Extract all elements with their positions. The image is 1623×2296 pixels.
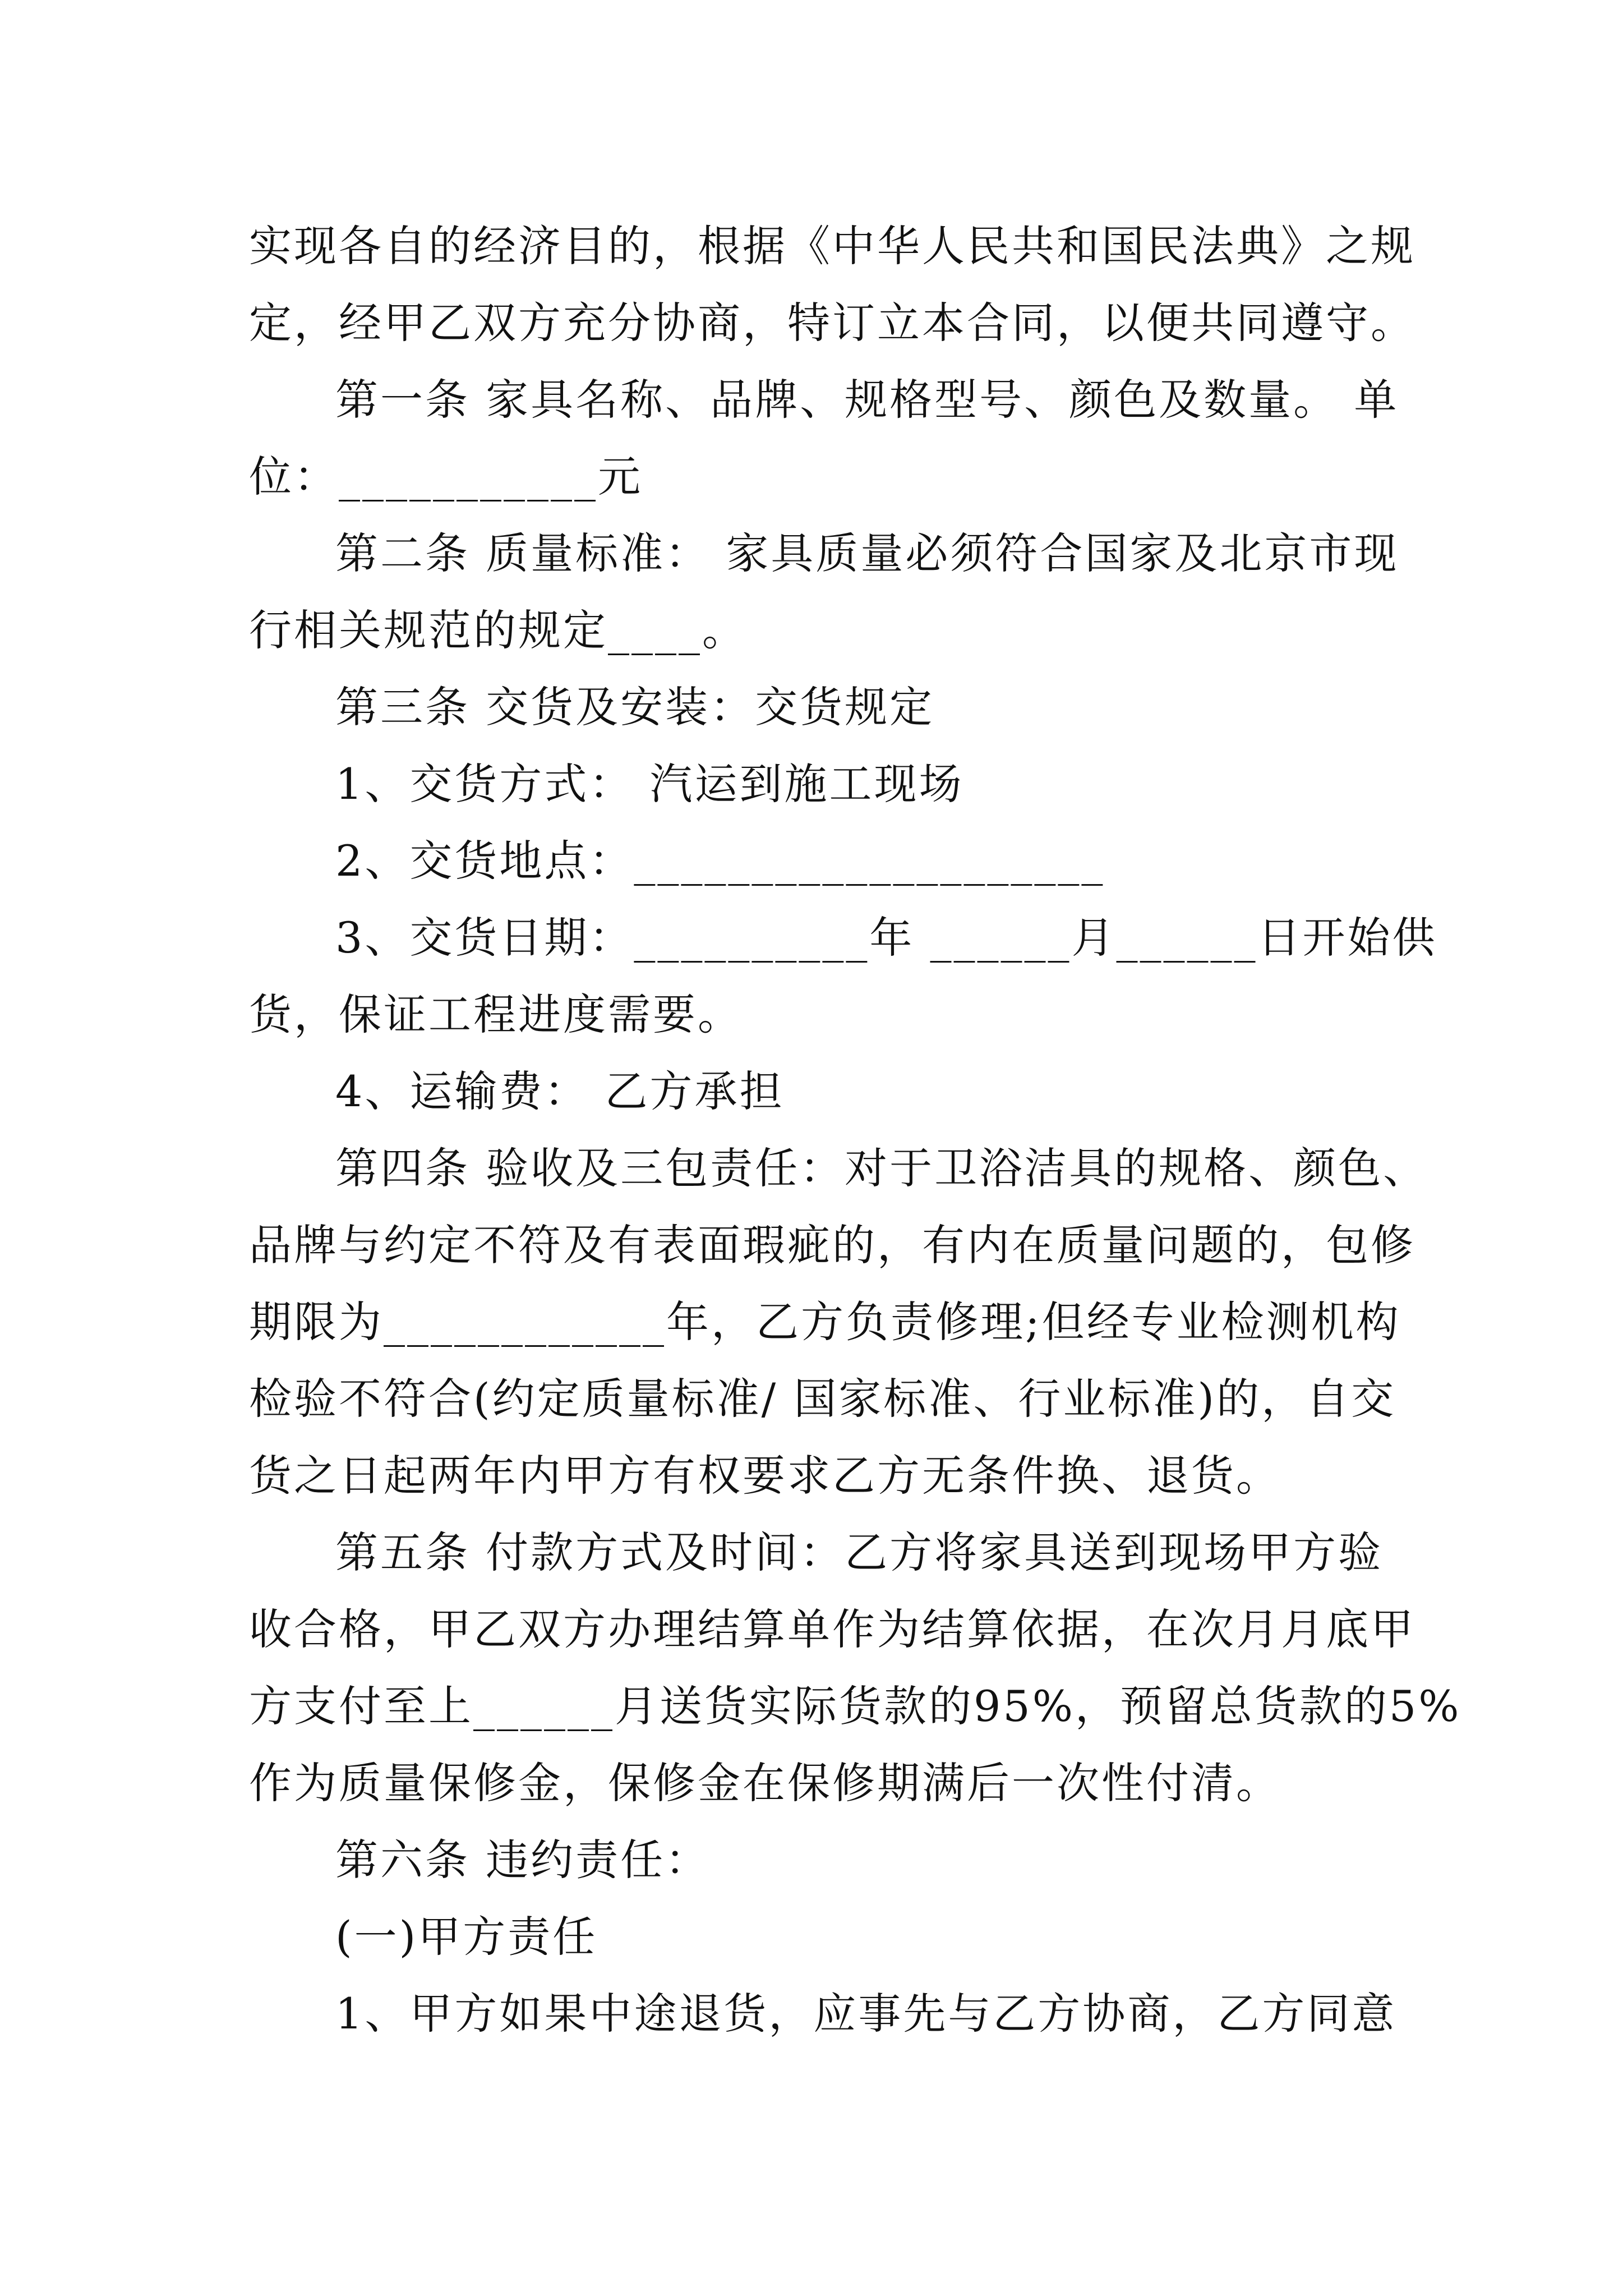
document-line: 定，经甲乙双方充分协商，特订立本合同，以便共同遵守。 [249,298,1415,348]
document-line: 作为质量保修金，保修金在保修期满后一次性付清。 [249,1758,1281,1808]
document-line: 第四条 验收及三包责任：对于卫浴洁具的规格、颜色、 [335,1143,1428,1193]
document-line: 2、交货地点：____________________ [335,836,1105,886]
document-line: 收合格，甲乙双方办理结算单作为结算依据，在次月月底甲 [249,1604,1415,1654]
document-line: 检验不符合(约定质量标准/ 国家标准、行业标准)的，自交 [249,1374,1396,1424]
document-line: 行相关规范的规定____。 [249,605,747,655]
document-line: 第五条 付款方式及时间：乙方将家具送到现场甲方验 [335,1527,1384,1577]
document-line: 第一条 家具名称、品牌、规格型号、颜色及数量。 单 [335,375,1399,425]
document-line: 方支付至上______月送货实际货款的95%，预留总货款的5% [249,1681,1461,1731]
document-line: 第六条 违约责任： [335,1835,711,1885]
document-line: 货之日起两年内甲方有权要求乙方无条件换、退货。 [249,1451,1281,1501]
document-line: 位：___________元 [249,452,643,501]
contract-body [249,208,1461,2052]
document-line: 3、交货日期：__________年 ______月______日开始供 [335,913,1437,963]
document-line: 第二条 质量标准： 家具质量必须符合国家及北京市现 [335,528,1399,578]
document-line: 1、交货方式： 汽运到施工现场 [335,759,964,809]
document-line: 第三条 交货及安装：交货规定 [335,682,935,732]
document-line: 货，保证工程进度需要。 [249,990,743,1039]
document-line: 期限为____________年，乙方负责修理;但经专业检测机构 [249,1297,1401,1347]
document-line: 1、甲方如果中途退货，应事先与乙方协商，乙方同意 [335,1989,1397,2039]
document-line: 品牌与约定不符及有表面瑕疵的，有内在质量问题的，包修 [249,1220,1415,1270]
document-line: (一)甲方责任 [335,1912,598,1962]
document-line: 实现各自的经济目的，根据《中华人民共和国民法典》之规 [249,221,1415,271]
document-line: 4、运输费： 乙方承担 [335,1066,785,1116]
